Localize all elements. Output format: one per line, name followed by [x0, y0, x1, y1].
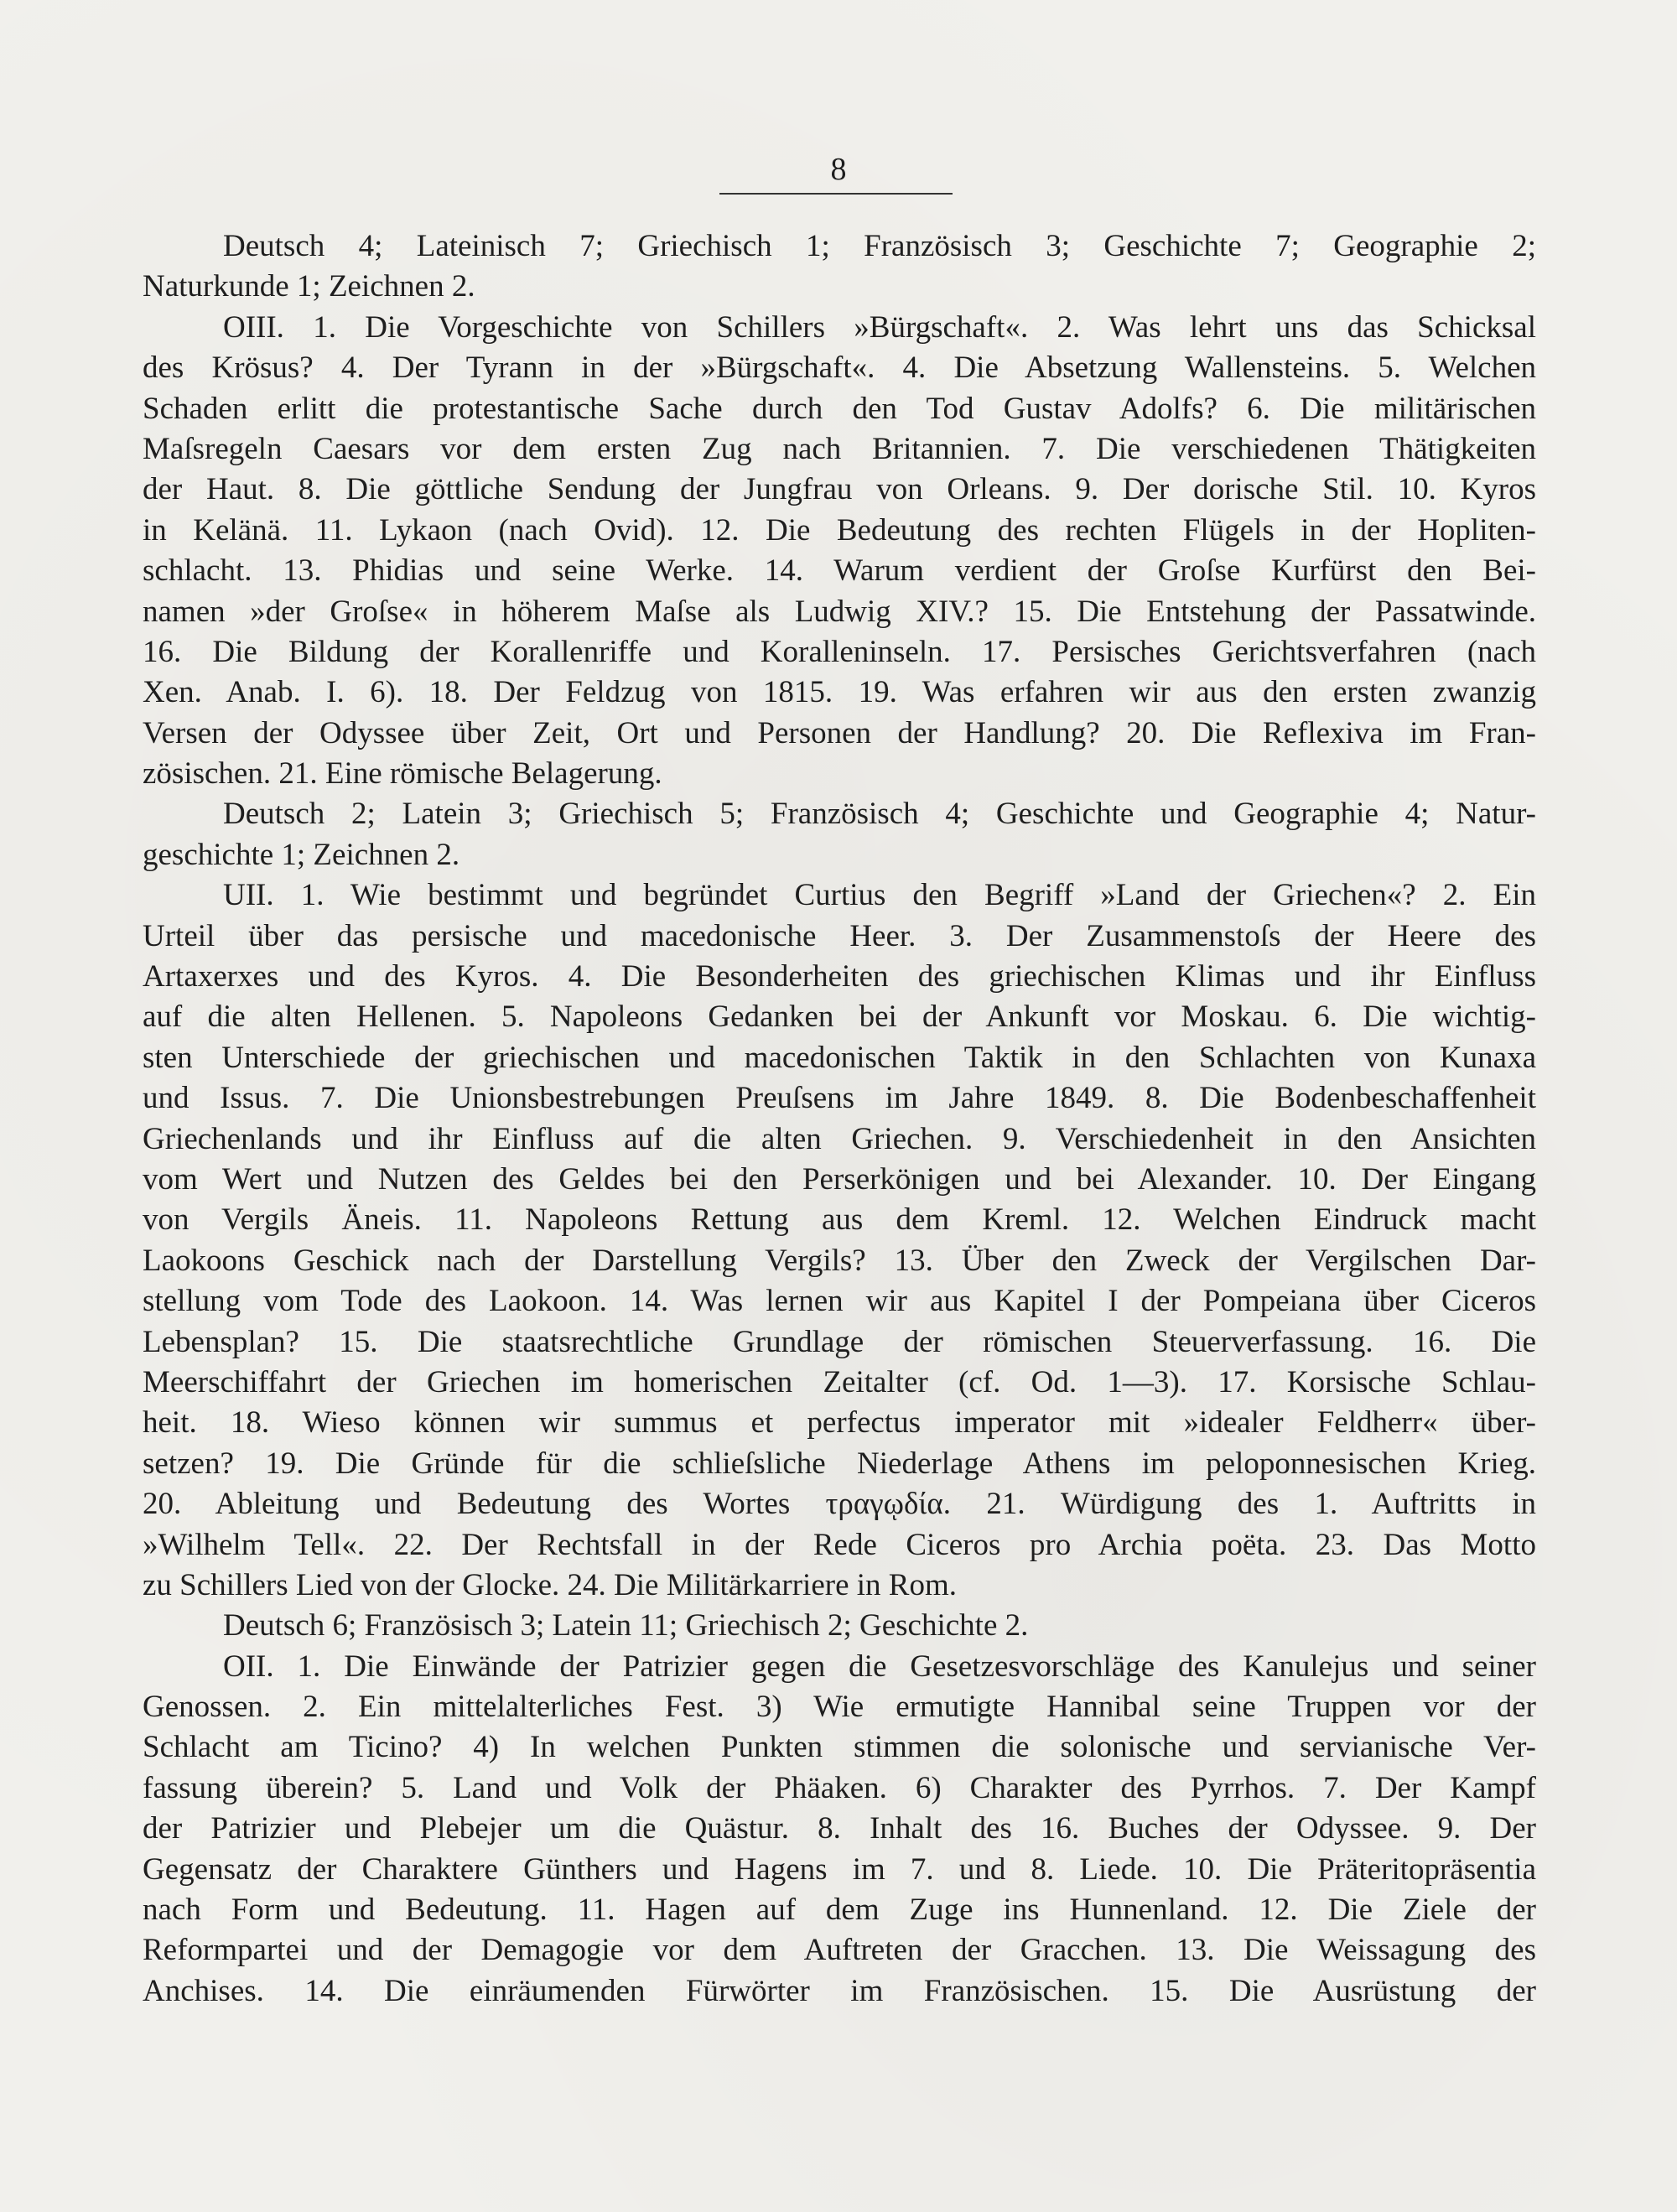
text-line: der Patrizier und Plebejer um die Quästur. 8. Inhalt des 16. Buches der Odyssee. 9. Der: [143, 1811, 1536, 1846]
text-line: Meerschiffahrt der Griechen im homerischen Zeitalter (cf. Od. 1—3). 17. Korsische Schlau-: [143, 1364, 1536, 1399]
paragraph: [143, 1606, 1536, 1646]
text-line: Deutsch 4; Lateinisch 7; Griechisch 1; Französisch 3; Geschichte 7; Geographie 2;: [223, 229, 1536, 263]
text-line: Reformpartei und der Demagogie vor dem Auftreten der Gracchen. 13. Die Weissagung des: [143, 1933, 1536, 1968]
text-line: sten Unterschiede der griechischen und macedonischen Taktik in den Schlachten von Kunaxa: [143, 1040, 1536, 1075]
paragraph: [143, 308, 1536, 795]
text-line: Genossen. 2. Ein mittelalterliches Fest. 3) Wie ermutigte Hannibal seine Truppen vor der: [143, 1690, 1536, 1725]
text-line: 20. Ableitung und Bedeutung des Wortes τραγῳδία. 21. Würdigung des 1. Auftritts in: [143, 1487, 1536, 1522]
text-line: Anchises. 14. Die einräumenden Fürwörter im Französischen. 15. Die Ausrüstung der: [143, 1973, 1536, 2008]
text-line: namen »der Groſse« in höherem Maſse als Ludwig XIV.? 15. Die Entstehung der Passatwinde.: [143, 594, 1536, 629]
text-line: Urteil über das persische und macedonische Heer. 3. Der Zusammenstoſs der Heere des: [143, 918, 1536, 953]
text-line: zu Schillers Lied von der Glocke. 24. Die Militärkarriere in Rom.: [143, 1567, 957, 1602]
text-line: Gegensatz der Charaktere Günthers und Hagens im 7. und 8. Liede. 10. Die Präteritopräsentia: [143, 1851, 1536, 1887]
paragraph: [143, 875, 1536, 1606]
text-line: heit. 18. Wieso können wir summus et perfectus imperator mit »idealer Feldherr« über-: [143, 1405, 1536, 1441]
text-line: setzen? 19. Die Gründe für die schlieſsliche Niederlage Athens im peloponnesischen Krieg.: [143, 1446, 1536, 1481]
text-line: OII. 1. Die Einwände der Patrizier gegen die Gesetzesvorschläge des Kanulejus und seiner: [223, 1649, 1536, 1684]
text-line: 16. Die Bildung der Korallenriffe und Koralleninseln. 17. Persisches Gerichtsverfahren (nach: [143, 634, 1536, 669]
text-line: Maſsregeln Caesars vor dem ersten Zug nach Britannien. 7. Die verschiedenen Thätigkeiten: [143, 431, 1536, 466]
text-line: Schaden erlitt die protestantische Sache durch den Tod Gustav Adolfs? 6. Die militärischen: [143, 391, 1536, 426]
paragraph: [143, 226, 1536, 308]
text-line: Lebensplan? 15. Die staatsrechtliche Grundlage der römischen Steuerverfassung. 16. Die: [143, 1324, 1536, 1359]
text-line: stellung vom Tode des Laokoon. 14. Was lernen wir aus Kapitel I der Pompeiana über Ciceros: [143, 1284, 1536, 1319]
text-line: Versen der Odyssee über Zeit, Ort und Personen der Handlung? 20. Die Reflexiva im Fran-: [143, 715, 1536, 750]
text-line: geschichte 1; Zeichnen 2.: [143, 837, 460, 872]
text-line: vom Wert und Nutzen des Geldes bei den Perserkönigen und bei Alexander. 10. Der Eingang: [143, 1161, 1536, 1197]
text-line: UII. 1. Wie bestimmt und begründet Curtius den Begriff »Land der Griechen«? 2. Ein: [223, 878, 1536, 913]
text-line: OIII. 1. Die Vorgeschichte von Schillers »Bürgschaft«. 2. Was lehrt uns das Schicksal: [223, 309, 1536, 345]
text-line: nach Form und Bedeutung. 11. Hagen auf dem Zuge ins Hunnenland. 12. Die Ziele der: [143, 1893, 1536, 1928]
text-line: auf die alten Hellenen. 5. Napoleons Gedanken bei der Ankunft vor Moskau. 6. Die wichtig-: [143, 1000, 1536, 1035]
text-line: Deutsch 6; Französisch 3; Latein 11; Griechisch 2; Geschichte 2.: [223, 1608, 1029, 1643]
text-line: schlacht. 13. Phidias und seine Werke. 14. Warum verdient der Groſse Kurfürst den Bei-: [143, 553, 1536, 589]
paragraph: [143, 1647, 1536, 2012]
text-line: »Wilhelm Tell«. 22. Der Rechtsfall in der Rede Ciceros pro Archia poëta. 23. Das Motto: [143, 1527, 1536, 1562]
text-line: von Vergils Äneis. 11. Napoleons Rettung aus dem Kreml. 12. Welchen Eindruck macht: [143, 1202, 1536, 1238]
text-line: des Krösus? 4. Der Tyrann in der »Bürgschaft«. 4. Die Absetzung Wallensteins. 5. Welchen: [143, 350, 1536, 386]
text-line: Griechenlands und ihr Einfluss auf die alten Griechen. 9. Verschiedenheit in den Ansichten: [143, 1121, 1536, 1156]
text-line: Xen. Anab. I. 6). 18. Der Feldzug von 1815. 19. Was erfahren wir aus den ersten zwanzig: [143, 675, 1536, 710]
text-line: Laokoons Geschick nach der Darstellung Vergils? 13. Über den Zweck der Vergilschen Dar-: [143, 1243, 1536, 1278]
page-number-rule: [719, 193, 953, 195]
text-line: in Kelänä. 11. Lykaon (nach Ovid). 12. Die Bedeutung des rechten Flügels in der Hopliten-: [143, 512, 1536, 548]
text-line: fassung überein? 5. Land und Volk der Phäaken. 6) Charakter des Pyrrhos. 7. Der Kampf: [143, 1770, 1536, 1805]
text-line: zösischen. 21. Eine römische Belagerung.: [143, 756, 662, 792]
page-number: 8: [830, 152, 847, 187]
text-line: Naturkunde 1; Zeichnen 2.: [143, 269, 475, 304]
text-line: Deutsch 2; Latein 3; Griechisch 5; Französisch 4; Geschichte und Geographie 4; Natur-: [223, 797, 1536, 832]
text-line: und Issus. 7. Die Unionsbestrebungen Preuſsens im Jahre 1849. 8. Die Bodenbeschaffenheit: [143, 1081, 1536, 1116]
text-line: Schlacht am Ticino? 4) In welchen Punkten stimmen die solonische und servianische Ver-: [143, 1730, 1536, 1765]
body-text: [143, 226, 1536, 2012]
text-line: der Haut. 8. Die göttliche Sendung der Jungfrau von Orleans. 9. Der dorische Stil. 10. Kyros: [143, 472, 1536, 507]
paragraph: [143, 794, 1536, 875]
text-line: Artaxerxes und des Kyros. 4. Die Besonderheiten des griechischen Klimas und ihr Einfluss: [143, 959, 1536, 994]
